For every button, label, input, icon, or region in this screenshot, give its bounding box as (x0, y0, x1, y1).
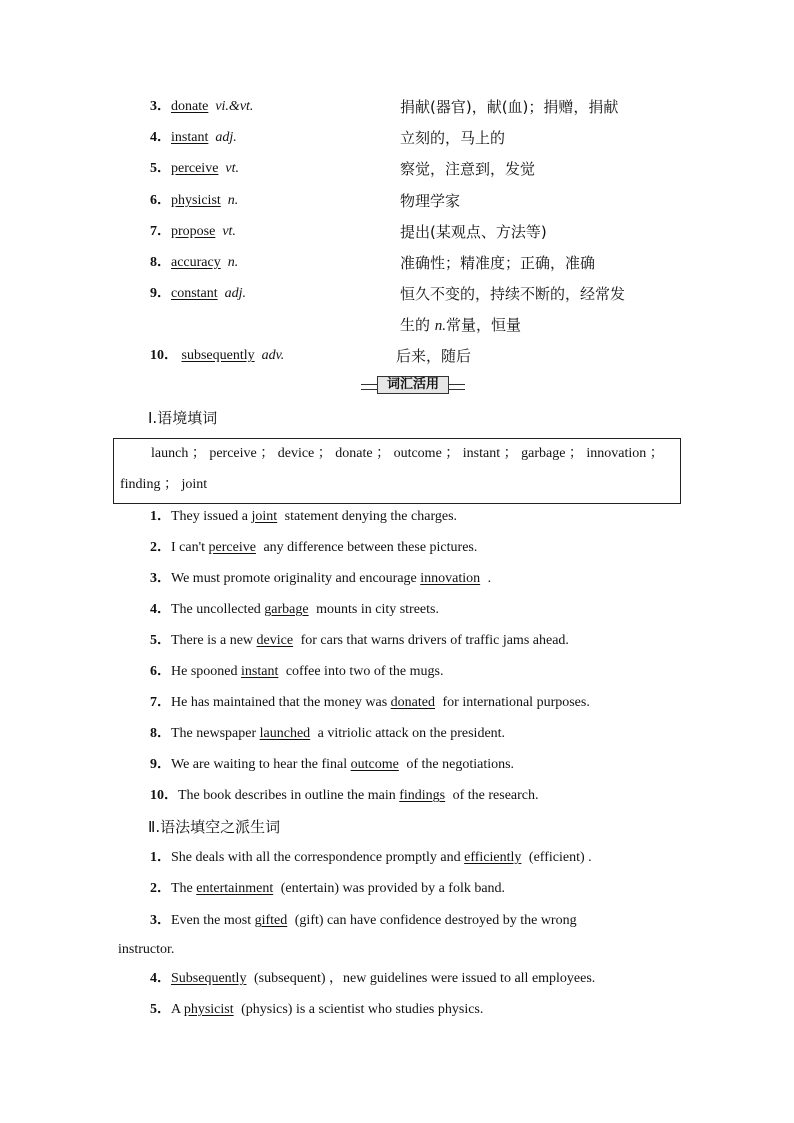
vocab-meaning: 恒久不变的，持续不断的，经常发 (400, 285, 626, 303)
answer: efficiently (464, 850, 522, 865)
vocab-item: 7．propose vt. (150, 224, 236, 239)
vocab-item: 5．perceive vt. (150, 161, 240, 176)
vocab-item: 8．accuracy n. (150, 255, 239, 270)
vocab-word: constant (171, 286, 218, 301)
vocab-meaning: 提出(某观点、方法等) (400, 223, 547, 241)
answer: innovation (420, 571, 481, 586)
answer: entertainment (196, 881, 274, 896)
section-2-title: Ⅱ.语法填空之派生词 (148, 818, 281, 836)
exercise-item: 10．The book describes in outline the main findings of the research. (150, 788, 539, 803)
exercise-item: 7．He has maintained that the money was donated for international purposes. (150, 695, 590, 710)
answer: gifted (254, 913, 288, 928)
vocab-meaning: 立刻的，马上的 (400, 129, 506, 147)
vocab-word: subsequently (181, 348, 255, 363)
vocab-meaning: 物理学家 (400, 192, 461, 210)
answer: physicist (183, 1002, 234, 1017)
vocab-item: 4．instant adj. (150, 130, 237, 145)
exercise-item-continued: instructor. (118, 942, 175, 957)
exercise-item: 5．A physicist (physics) is a scientist who studies physics. (150, 1002, 484, 1017)
exercise-item: 2．The entertainment (entertain) was provided by a folk band. (150, 881, 506, 896)
vocab-item: 6．physicist n. (150, 193, 239, 208)
banner-label: 词汇活用 (377, 376, 449, 394)
vocab-meaning: 捐献(器官)，献(血)；捐赠，捐献 (400, 98, 619, 116)
exercise-item: 5．There is a new device for cars that warns drivers of traffic jams ahead. (150, 633, 569, 648)
vocab-word: physicist (171, 193, 221, 208)
vocab-meaning: 察觉，注意到，发觉 (400, 160, 536, 178)
exercise-item: 3．We must promote originality and encourage innovation . (150, 571, 492, 586)
vocab-meaning: 后来，随后 (396, 347, 472, 365)
section-banner (361, 376, 465, 394)
answer: launched (259, 726, 311, 741)
exercise-item: 1．They issued a joint statement denying the charges. (150, 509, 458, 524)
answer: outcome (350, 757, 399, 772)
vocab-item: 9．constant adj. (150, 286, 247, 301)
exercise-item: 3．Even the most gifted (gift) can have confidence destroyed by the wrong (150, 913, 577, 928)
word-bank-box (113, 438, 681, 504)
exercise-item: 2．I can't perceive any difference between these pictures. (150, 540, 478, 555)
exercise-item: 4．Subsequently (subsequent) ，new guidelines were issued to all employees. (150, 971, 596, 986)
answer: findings (399, 788, 446, 803)
exercise-item: 6．He spooned instant coffee into two of the mugs. (150, 664, 444, 679)
vocab-word: instant (171, 130, 209, 145)
vocab-word: propose (171, 224, 216, 239)
word-bank-line-2: finding ； joint (120, 477, 208, 492)
exercise-item: 9．We are waiting to hear the final outcome of the negotiations. (150, 757, 515, 772)
word-bank-line-1: launch ； perceive ； device ； donate ； outcome ； instant ； garbage ； innovation ； (151, 446, 664, 461)
vocab-word: donate (171, 99, 209, 114)
answer: perceive (208, 540, 256, 555)
answer: instant (241, 664, 279, 679)
answer: Subsequently (171, 971, 247, 986)
answer: joint (251, 509, 278, 524)
vocab-item: 10． subsequently adv. (150, 348, 285, 363)
answer: garbage (264, 602, 309, 617)
vocab-meaning: 准确性；精准度；正确，准确 (400, 254, 596, 272)
answer: device (256, 633, 294, 648)
vocab-word: perceive (171, 161, 219, 176)
exercise-item: 8．The newspaper launched a vitriolic attack on the president. (150, 726, 506, 741)
exercise-item: 1．She deals with all the correspondence promptly and efficiently (efficient) . (150, 850, 592, 865)
vocab-word: accuracy (171, 255, 221, 270)
exercise-item: 4．The uncollected garbage mounts in city streets. (150, 602, 439, 617)
section-1-title: Ⅰ.语境填词 (148, 409, 218, 427)
answer: donated (390, 695, 435, 710)
vocab-item: 3．donate vi.&vt. (150, 99, 254, 114)
vocab-meaning-continued: 生的 n.常量，恒量 (400, 316, 522, 334)
